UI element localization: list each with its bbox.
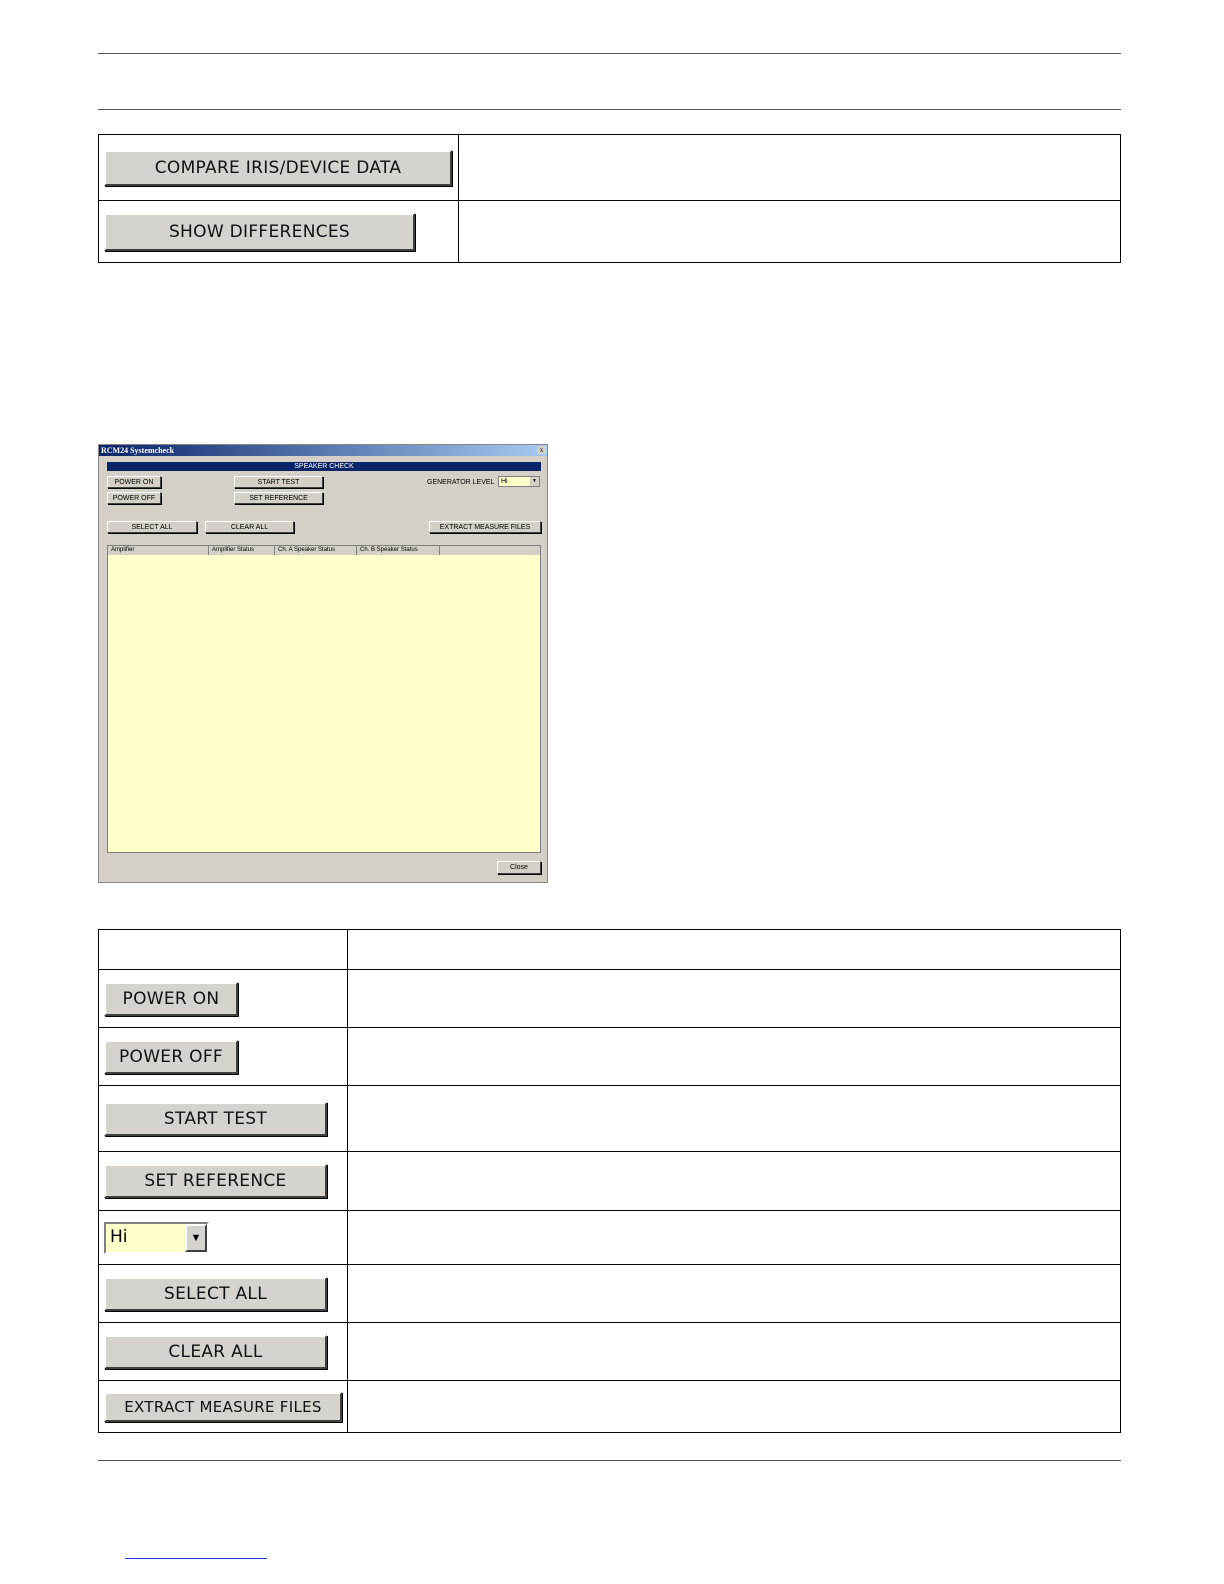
column-header-amplifier-status[interactable]: Amplifier Status bbox=[209, 546, 275, 555]
description-cell bbox=[459, 201, 1121, 263]
header-rule-bottom bbox=[98, 109, 1121, 110]
description-cell bbox=[348, 970, 1121, 1028]
control-cell bbox=[99, 201, 459, 263]
footer-link-underline bbox=[125, 1558, 267, 1559]
table-row bbox=[99, 1265, 1121, 1323]
footer-rule bbox=[98, 1460, 1121, 1461]
control-cell bbox=[99, 1211, 348, 1265]
control-cell bbox=[99, 1028, 348, 1086]
amplifier-list[interactable] bbox=[107, 545, 541, 853]
close-button[interactable]: Close bbox=[497, 861, 541, 874]
control-cell bbox=[99, 1323, 348, 1381]
generator-level-value: Hi bbox=[501, 478, 508, 485]
table-row bbox=[99, 135, 1121, 201]
triangle-down-icon[interactable]: ▼ bbox=[530, 477, 539, 486]
set-reference-button[interactable]: SET REFERENCE bbox=[104, 1164, 327, 1198]
table-row bbox=[99, 1211, 1121, 1265]
column-header-ch-a-speaker-status[interactable]: Ch. A Speaker Status bbox=[275, 546, 357, 555]
power-off-button[interactable]: POWER OFF bbox=[104, 1040, 238, 1074]
description-cell bbox=[348, 1265, 1121, 1323]
clear-all-button[interactable]: CLEAR ALL bbox=[205, 521, 294, 533]
control-cell bbox=[99, 135, 459, 201]
list-header bbox=[108, 546, 540, 555]
systemcheck-window-screenshot bbox=[98, 444, 548, 883]
start-test-button[interactable]: START TEST bbox=[104, 1102, 327, 1136]
power-on-button[interactable]: POWER ON bbox=[104, 982, 238, 1016]
generator-level-select[interactable] bbox=[104, 1222, 209, 1254]
start-test-button[interactable]: START TEST bbox=[234, 476, 323, 488]
select-all-button[interactable]: SELECT ALL bbox=[104, 1277, 327, 1311]
header-description bbox=[348, 930, 1121, 970]
column-header-filler bbox=[440, 546, 540, 555]
control-cell bbox=[99, 970, 348, 1028]
clear-all-button[interactable]: CLEAR ALL bbox=[104, 1335, 327, 1369]
generator-level-label: GENERATOR LEVEL bbox=[427, 479, 495, 486]
show-differences-button[interactable]: SHOW DIFFERENCES bbox=[104, 213, 415, 251]
table-header-row bbox=[99, 930, 1121, 970]
compare-iris-device-data-button[interactable]: COMPARE IRIS/DEVICE DATA bbox=[104, 150, 452, 186]
extract-measure-files-button[interactable]: EXTRACT MEASURE FILES bbox=[104, 1392, 342, 1422]
table-row bbox=[99, 1028, 1121, 1086]
description-cell bbox=[348, 1086, 1121, 1152]
description-cell bbox=[348, 1152, 1121, 1211]
generator-level-value: Hi bbox=[106, 1224, 185, 1252]
description-cell bbox=[348, 1028, 1121, 1086]
set-reference-button[interactable]: SET REFERENCE bbox=[234, 492, 323, 504]
table-row bbox=[99, 970, 1121, 1028]
generator-level-select[interactable] bbox=[498, 476, 540, 487]
control-cell bbox=[99, 1381, 348, 1433]
description-cell bbox=[348, 1381, 1121, 1433]
control-cell bbox=[99, 1265, 348, 1323]
control-cell bbox=[99, 1152, 348, 1211]
column-header-ch-b-speaker-status[interactable]: Ch. B Speaker Status bbox=[357, 546, 440, 555]
select-all-button[interactable]: SELECT ALL bbox=[107, 521, 197, 533]
power-on-button[interactable]: POWER ON bbox=[107, 476, 161, 488]
table-row bbox=[99, 1381, 1121, 1433]
window-close-icon[interactable]: x bbox=[537, 446, 546, 454]
description-cell bbox=[348, 1323, 1121, 1381]
header-control bbox=[99, 930, 348, 970]
table-row bbox=[99, 1152, 1121, 1211]
control-cell bbox=[99, 1086, 348, 1152]
table-row bbox=[99, 1086, 1121, 1152]
description-cell bbox=[459, 135, 1121, 201]
window-title: RCM24 Systemcheck bbox=[101, 446, 175, 455]
table-row bbox=[99, 1323, 1121, 1381]
window-titlebar bbox=[99, 445, 547, 456]
extract-measure-files-button[interactable]: EXTRACT MEASURE FILES bbox=[429, 521, 541, 533]
power-off-button[interactable]: POWER OFF bbox=[107, 492, 161, 504]
compare-table bbox=[98, 134, 1121, 263]
controls-table bbox=[98, 929, 1121, 1433]
column-header-amplifier[interactable]: Amplifier bbox=[108, 546, 209, 555]
table-row bbox=[99, 201, 1121, 263]
header-rule-top bbox=[98, 53, 1121, 54]
description-cell bbox=[348, 1211, 1121, 1265]
speaker-check-header: SPEAKER CHECK bbox=[107, 462, 541, 471]
triangle-down-icon[interactable]: ▼ bbox=[185, 1224, 207, 1252]
